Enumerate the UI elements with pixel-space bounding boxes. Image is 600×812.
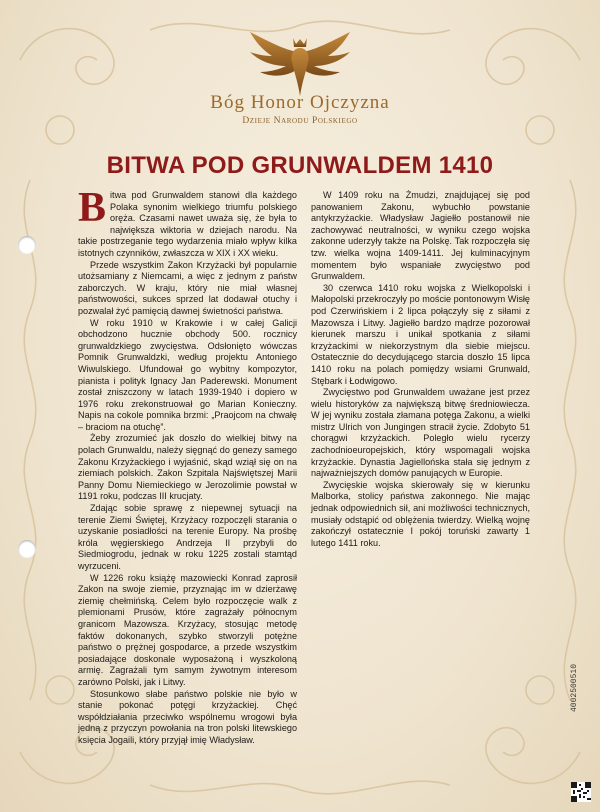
article-paragraph: W 1226 roku książę mazowiecki Konrad zaprosił Zakon na swoje ziemie, przyznając im w dzierżawę ziemię chełmińską. Celem było rozpoczęcie walk z plemionami Prusów, które zagrażały północnym granicom Mazowsza. Krzyżacy, stosując metodę faktów dokonanych, szybko stworzyli potężne państwo o prężnej gospodarce, a przede wszystkim posiadające doskonale wyposażoną i wyszkoloną armię. Zagrażali tym samym żywotnym interesom zarówno Polski, jak i Litwy.: [78, 572, 297, 687]
article-paragraph: Przede wszystkim Zakon Krzyżacki był popularnie utożsamiany z Niemcami, a więc z jednym z państw zaborczych. W kraju, który nie miał własnej państwowości, sukces sprzed lat dodawał otuchy i pozwalał żyć pamięcią dawnej świetności państwa.: [78, 259, 297, 316]
article-paragraph: 30 czerwca 1410 roku wojska z Wielkopolski i Małopolski przekroczyły po moście pontonowym Wisłę pod Czerwińskiem i 2 lipca połączyły się z siłami z Mazowsza i Litwy. Jagiełło bardzo mądrze pozorował kierunek marszu i unikał spotkania z siłami krzyżackimi w niekorzystnym dla siebie miejscu. Ostatecznie do decydującego starcia doszło 15 lipca 1410 roku na polach pomiędzy wsiami Grunwald, Stębark i Łodwigowo.: [311, 282, 530, 386]
product-code: 4002500510: [570, 663, 579, 712]
qr-code-icon: [571, 782, 591, 802]
article-paragraph: W roku 1910 w Krakowie i w całej Galicji obchodzono hucznie obchody 500. rocznicy grunwaldzkiego zwycięstwa. Odsłonięto wówczas Pomnik Grunwaldzki, według projektu Antoniego Wiwulskiego. Ufundował go wybitny kompozytor, pianista i polityk Ignacy Jan Paderewski. Monument został zniszczony w latach 1939-1940 i dopiero w 1976 roku zrekonstruował go Marian Konieczny. Napis na cokole pomnika brzmi: „Praojcom na chwałę – braciom na otuchę”.: [78, 317, 297, 432]
article-paragraph: Zwycięskie wojska skierowały się w kierunku Malborka, stolicy państwa zakonnego. Nie mając jednak odpowiednich sił, ani możliwości technicznych, musiały odstąpić od oblężenia twierdzy. Wielką wojnę zakończył ostatecznie I pokój toruński zawarty 1 lutego 1411 roku.: [311, 479, 530, 548]
article-title: BITWA POD GRUNWALDEM 1410: [106, 152, 494, 179]
article-paragraph: W 1409 roku na Żmudzi, znajdującej się pod panowaniem Zakonu, wybuchło powstanie antykrzyżackie. Władysław Jagiełło postanowił nie zachowywać neutralności, w wyniku czego wojska zakonne uderzyły także na Polskę. Tak rozpoczęła się tzw. wielka wojna 1409-1411. Jej kulminacyjnym momentem było wspaniałe zwycięstwo pod Grunwaldem.: [311, 190, 530, 282]
brand-subtitle: Dzieje Narodu Polskiego: [242, 116, 358, 126]
binder-hole-top: [18, 236, 36, 254]
article-paragraph: Zwycięstwo pod Grunwaldem uważane jest przez wielu historyków za największą bitwę średniowiecza. W jej wyniku została złamana potęga Zakonu, a wielki mistrz Ulrich von Jungingen stracił życie. Zdobyto 51 chorągwi krzyżackich. Poległo wielu rycerzy zachodnioeuropejskich, który wspomagali wojska krzyżackie. Dynastia Jagiellońska stała się jednym z najważniejszych domów panujących w Europie.: [311, 387, 530, 479]
binder-hole-bottom: [18, 540, 36, 558]
eagle-logo-icon: [244, 30, 356, 100]
article-paragraph: Żeby zrozumieć jak doszło do wielkiej bitwy na polach Grunwaldu, należy sięgnąć do genezy samego Zakonu Krzyżackiego i wyjaśnić, skąd wziął się on na ziemiach polskich. Zakon Szpitala Najświętszej Marii Panny Domu Niemieckiego w Jerozolimie powstał w 1191 roku, podczas III krucjaty.: [78, 433, 297, 502]
article-paragraph: [78, 185, 297, 260]
article-paragraph: Zdając sobie sprawę z niepewnej sytuacji na terenie Ziemi Świętej, Krzyżacy rozpoczęli starania o uzyskanie posiadłości na terenie Europy. Na prośbę króla węgierskiego Andrzeja II przybyli do Siedmiogrodu, jednak w roku 1225 zostali stamtąd wyrzuceni.: [78, 503, 297, 571]
paragraph-text: itwa pod Grunwaldem stanowi dla każdego Polaka synonim wielkiego triumfu polskiego oręża. Czasami nawet uważa się, że była to największa wiktoria w dziejach narodu. Na takie postrzeganie tego wydarzenia miało wpływ kilka istotnych czynników, zwłaszcza w XIX i XX wieku.: [78, 190, 297, 258]
brand-title: Bóg Honor Ojczyzna: [210, 92, 390, 113]
article-paragraph: Stosunkowo słabe państwo polskie nie było w stanie pokonać potęgi krzyżackiej. Chęć współdziałania przeciwko wspólnemu wrogowi była jedną z przyczyn powołania na tron polski litewskiego księcia Jogaili, który przyjął imię Władysław.: [78, 688, 297, 745]
article-body: [78, 185, 530, 750]
drop-cap: B: [78, 185, 107, 231]
